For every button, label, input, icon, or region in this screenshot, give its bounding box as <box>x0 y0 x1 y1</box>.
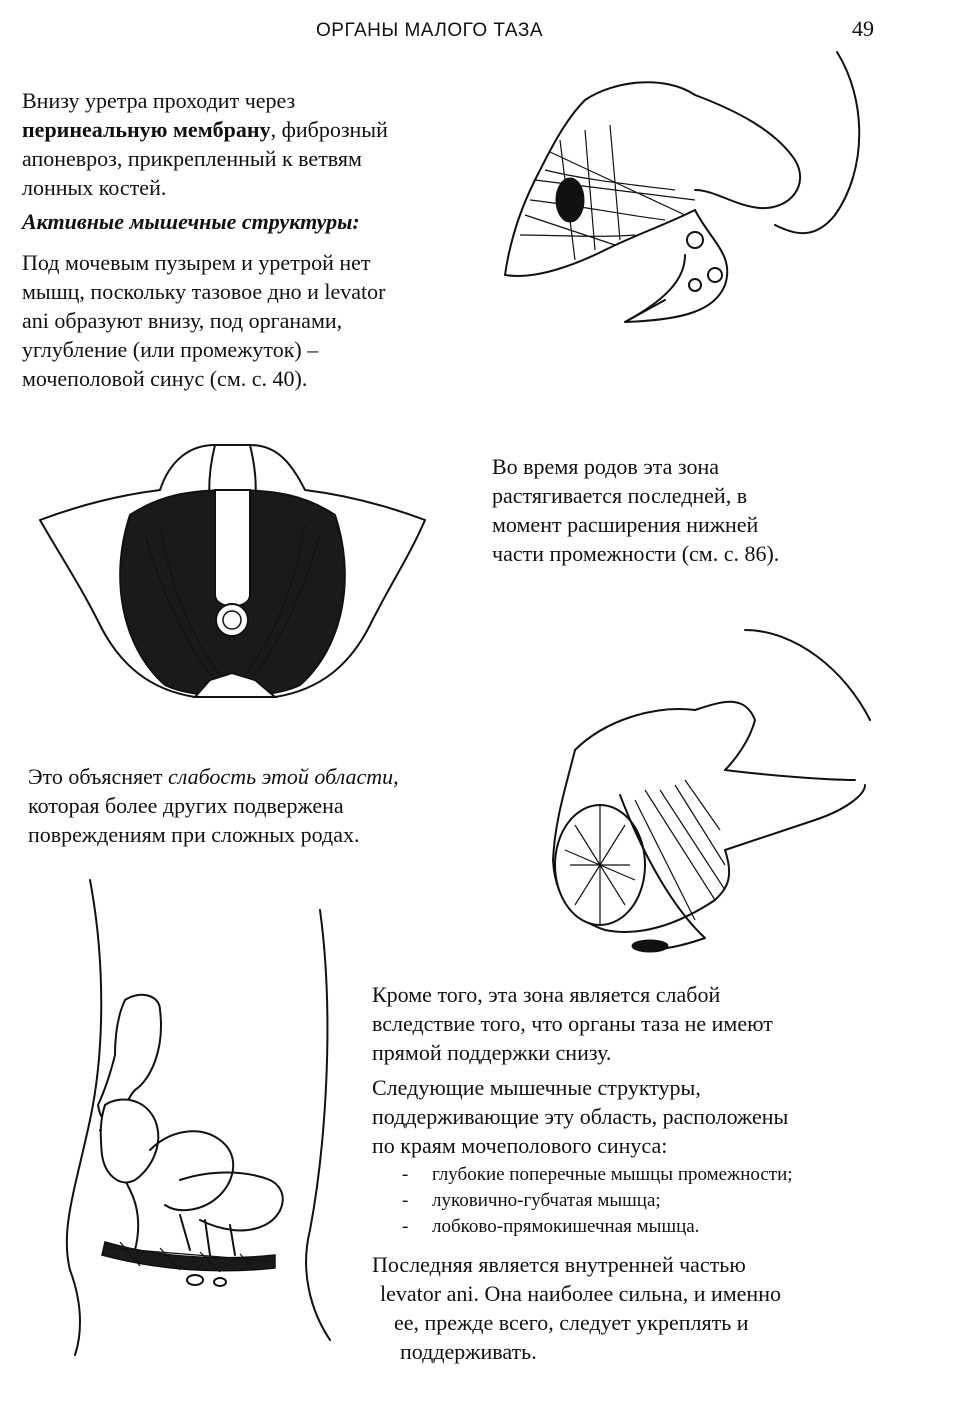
italic-term: слабость этой области <box>168 764 394 789</box>
list-item <box>402 1162 922 1188</box>
text-fragment: , <box>393 764 399 789</box>
text-line: Во время родов эта зона <box>492 454 720 479</box>
text-line: лонных костей. <box>22 175 167 200</box>
bullet-dash: - <box>402 1164 409 1185</box>
text-line: Последняя является внутренней частью <box>372 1252 746 1277</box>
text-line: апоневроз, прикрепленный к ветвям <box>22 146 362 171</box>
text-line: ani образуют внизу, под органами, <box>22 308 343 333</box>
list-item-text: лобково-прямокишечная мышца. <box>432 1216 700 1237</box>
text-line: поддерживать. <box>400 1339 537 1364</box>
page-number: 49 <box>852 16 874 41</box>
paragraph-urethra <box>22 86 482 202</box>
paragraph-no-support <box>372 980 932 1067</box>
text-line: момент расширения нижней <box>492 512 759 537</box>
text-line: Внизу уретра проходит через <box>22 88 296 113</box>
text-line: по краям мочеполового синуса: <box>372 1133 668 1158</box>
section-heading: Активные мышечные структуры: <box>22 209 360 234</box>
text-line: levator ani. Она наиболее сильна, и именно <box>380 1281 781 1306</box>
paragraph-levator <box>372 1250 932 1366</box>
list-item-text: глубокие поперечные мышцы промежности; <box>432 1164 793 1185</box>
list-item <box>402 1188 922 1214</box>
bullet-dash: - <box>402 1216 409 1237</box>
text-line: мочеполовой синус (см. с. 40). <box>22 366 308 391</box>
text-line <box>22 115 482 144</box>
bold-term: перинеальную мембрану <box>22 117 271 142</box>
text-line: Под мочевым пузырем и уретрой нет <box>22 250 371 275</box>
text-line: ее, прежде всего, следует укреплять и <box>394 1310 749 1335</box>
text-line: прямой поддержки снизу. <box>372 1040 612 1065</box>
paragraph-weakness <box>28 762 498 849</box>
text-line: мышц, поскольку тазовое дно и levator <box>22 279 386 304</box>
text-line: вследствие того, что органы таза не имеют <box>372 1011 773 1036</box>
text-line: которая более других подвержена <box>28 793 344 818</box>
pelvic-floor-illustration <box>20 435 440 715</box>
text-line: поддерживающие эту область, расположены <box>372 1104 789 1129</box>
list-item <box>402 1214 922 1240</box>
text-line: углубление (или промежуток) – <box>22 337 319 362</box>
text-line: растягивается последней, в <box>492 483 748 508</box>
text-line: Следующие мышечные структуры, <box>372 1075 701 1100</box>
paragraph-sinus <box>22 248 492 393</box>
pelvic-muscles-illustration <box>525 620 885 970</box>
list-item-text: луковично-губчатая мышца; <box>432 1190 661 1211</box>
text-fragment: Это объясняет <box>28 764 169 789</box>
bullet-dash: - <box>402 1190 409 1211</box>
pelvis-side-illustration <box>495 40 875 330</box>
muscle-list <box>402 1162 922 1240</box>
text-line: части промежности (см. с. 86). <box>492 541 780 566</box>
text-line <box>28 762 498 791</box>
paragraph-childbirth <box>492 452 932 568</box>
text-line: повреждениям при сложных родах. <box>28 822 360 847</box>
text-fragment: , фиброзный <box>270 117 388 142</box>
running-header: ОРГАНЫ МАЛОГО ТАЗА <box>316 20 543 41</box>
pelvis-sagittal-illustration <box>30 870 380 1360</box>
text-line: Кроме того, эта зона является слабой <box>372 982 721 1007</box>
paragraph-muscles <box>372 1073 932 1160</box>
